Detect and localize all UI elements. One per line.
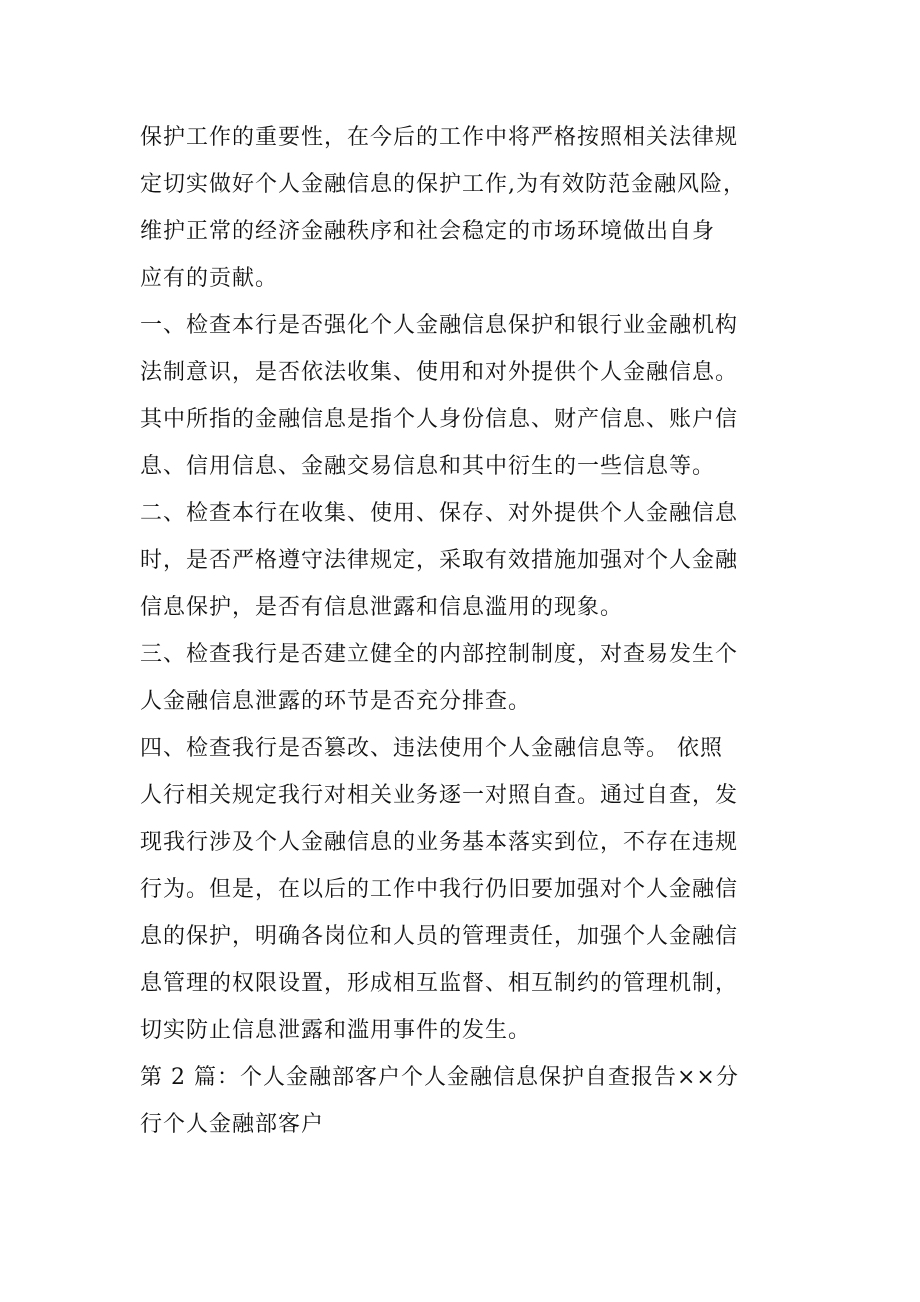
text-line: 一、检查本行是否强化个人金融信息保护和银行业金融机构 [140, 313, 739, 338]
text-line: 息的保护，明确各岗位和人员的管理责任，加强个人金融信 [140, 924, 739, 949]
text-line: 维护正常的经济金融秩序和社会稳定的市场环境做出自身 [140, 219, 716, 244]
text-line: 定切实做好个人金融信息的保护工作,为有效防范金融风险， [140, 172, 746, 197]
text-line: 四、检查我行是否篡改、违法使用个人金融信息等。 依照 [140, 736, 723, 761]
text-line: 现我行涉及个人金融信息的业务基本落实到位，不存在违规 [140, 830, 739, 855]
section-heading: 第 2 篇：个人金融部客户个人金融信息保护自查报告××分 [140, 1065, 739, 1090]
text-line: 行为。但是，在以后的工作中我行仍旧要加强对个人金融信 [140, 877, 739, 902]
text-line: 息、信用信息、金融交易信息和其中衍生的一些信息等。 [140, 454, 716, 479]
text-line: 时，是否严格遵守法律规定，采取有效措施加强对个人金融 [140, 548, 739, 573]
text-line: 息管理的权限设置，形成相互监督、相互制约的管理机制， [140, 971, 739, 996]
text-line: 三、检查我行是否建立健全的内部控制制度，对查易发生个 [140, 642, 739, 667]
text-line: 其中所指的金融信息是指个人身份信息、财产信息、账户信 [140, 407, 739, 432]
document-body [140, 114, 790, 1148]
text-line: 应有的贡献。 [140, 266, 279, 291]
text-line: 切实防止信息泄露和滥用事件的发生。 [140, 1018, 532, 1043]
text-line: 信息保护，是否有信息泄露和信息滥用的现象。 [140, 595, 624, 620]
text-line: 二、检查本行在收集、使用、保存、对外提供个人金融信息 [140, 501, 739, 526]
section-heading-continued: 行个人金融部客户 [140, 1112, 325, 1137]
text-line: 人金融信息泄露的环节是否充分排查。 [140, 689, 532, 714]
text-line: 保护工作的重要性，在今后的工作中将严格按照相关法律规 [140, 125, 739, 150]
text-line: 人行相关规定我行对相关业务逐一对照自查。通过自查，发 [140, 783, 739, 808]
text-line: 法制意识，是否依法收集、使用和对外提供个人金融信息。 [140, 360, 739, 385]
